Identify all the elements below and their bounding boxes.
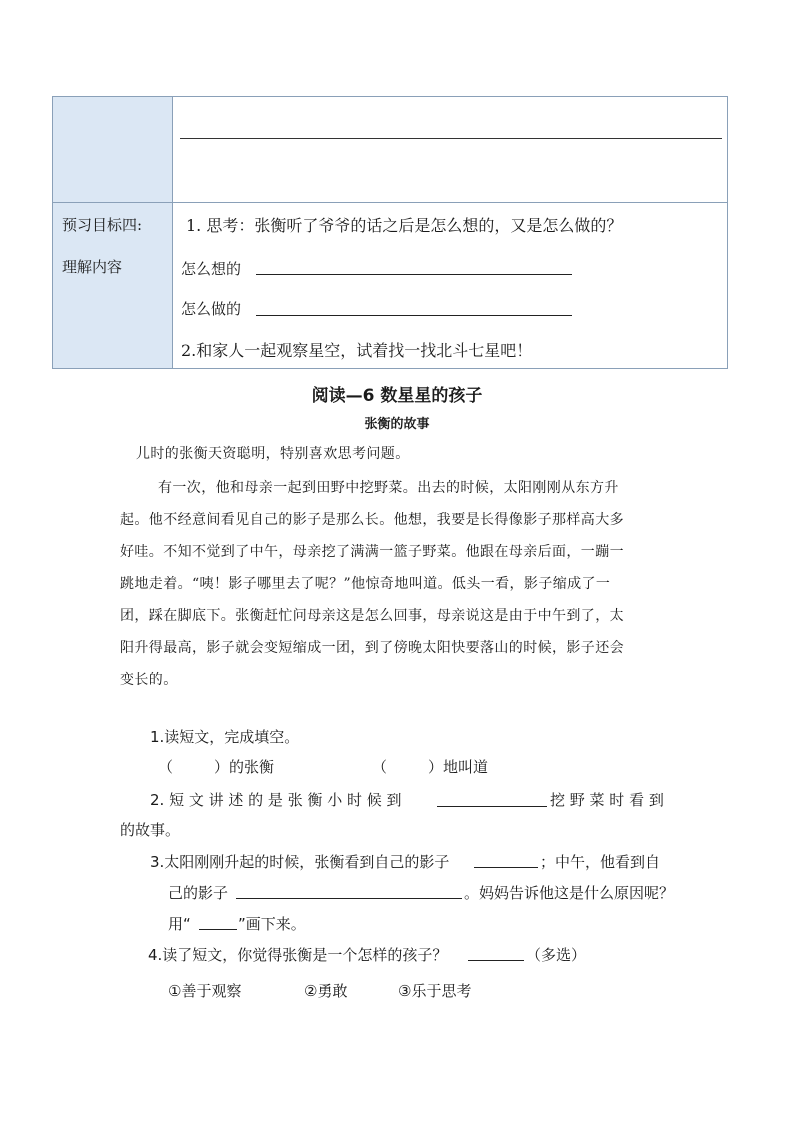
reading-title: 阅读—6 数星星的孩子 [311,386,483,406]
q3-text-end: 。妈妈告诉他这是什么原因呢？ [464,884,675,902]
reading-subtitle: 张衡的故事 [364,417,430,432]
q4-multi-select-note: （多选） [526,946,587,964]
question-think-do: 1. 思考：张衡听了爷爷的话之后是怎么想的，又是怎么做的？ [186,216,623,235]
do-answer-line[interactable] [256,315,572,316]
goal-label-line1: 预习目标四: [62,216,143,234]
q3-morning-answer-line[interactable] [474,867,538,868]
q1-blank-b-open: （ [372,758,388,776]
q3-text-start: 3.太阳刚刚升起的时候，张衡看到自己的影子 [150,853,450,871]
q1-title: 1.读短文，完成填空。 [150,728,300,746]
q3-underline-sample [199,929,237,930]
q3-underline-prefix: 用“ [168,915,191,933]
do-label: 怎么做的 [181,300,242,318]
q3-text-wrap: 己的影子 [168,884,229,902]
q1-blank-a-text: ）的张衡 [214,758,275,776]
option-brave[interactable]: ②勇敢 [304,982,348,1000]
q3-text-mid: ；中午，他看到自 [540,853,661,871]
paragraph-2-line: 有一次，他和母亲一起到田野中挖野菜。出去的时候，太阳刚刚从东方升 [158,480,619,496]
q4-answer-line[interactable] [468,960,524,961]
q2-answer-line[interactable] [437,806,547,807]
q2-text-start: 2. 短 文 讲 述 的 是 张 衡 小 时 候 到 [150,791,402,809]
table-row-divider [53,202,727,203]
paragraph-2-line: 团，踩在脚底下。张衡赶忙问母亲这是怎么回事，母亲说这是由于中午到了，太 [120,608,624,624]
paragraph-1: 儿时的张衡天资聪明，特别喜欢思考问题。 [136,446,410,462]
q1-blank-b-text: ）地叫道 [428,758,489,776]
q2-text-end: 挖 野 菜 时 看 到 [550,791,664,809]
q2-text-wrap: 的故事。 [120,821,181,839]
paragraph-2-line: 阳升得最高，影子就会变短缩成一团，到了傍晚太阳快要落山的时候，影子还会 [120,640,624,656]
paragraph-2-line: 好哇。不知不觉到了中午，母亲挖了满满一篮子野菜。他跟在母亲后面，一蹦一 [120,544,624,560]
option-think[interactable]: ③乐于思考 [398,982,472,1000]
q3-underline-suffix: ”画下来。 [238,915,306,933]
q1-blank-a-open: （ [158,758,174,776]
think-label: 怎么想的 [181,260,242,278]
option-observe[interactable]: ①善于观察 [168,982,242,1000]
paragraph-2-line: 跳地走着。“咦！影子哪里去了呢？”他惊奇地叫道。低头一看，影子缩成了一 [120,576,611,592]
q3-noon-answer-line[interactable] [236,898,462,899]
goal-label-line2: 理解内容 [62,258,123,276]
q4-text: 4.读了短文，你觉得张衡是一个怎样的孩子？ [148,946,448,964]
paragraph-2-line: 变长的。 [120,672,178,688]
think-answer-line[interactable] [256,274,572,275]
answer-blank-line[interactable] [180,138,722,139]
paragraph-2-line: 起。他不经意间看见自己的影子是那么长。他想，我要是长得像影子那样高大多 [120,512,624,528]
question-observe-stars: 2.和家人一起观察星空，试着找一找北斗七星吧！ [181,341,533,360]
